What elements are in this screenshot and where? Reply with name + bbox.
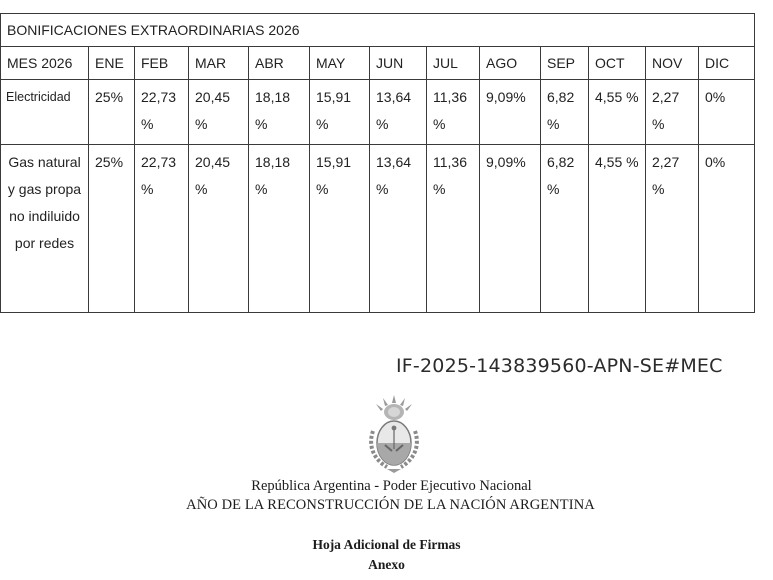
table-title: BONIFICACIONES EXTRAORDINARIAS 2026 [1, 14, 755, 47]
table-cell: 22,73 % [135, 80, 189, 145]
table-cell: 15,91 % [310, 80, 370, 145]
table-cell: 6,82 % [541, 80, 589, 145]
table-cell: 25% [89, 80, 135, 145]
bonificaciones-table [0, 13, 755, 313]
table-cell: 20,45 % [189, 80, 249, 145]
table-cell: 13,64 % [370, 145, 427, 313]
header-cell: ABR [249, 47, 310, 80]
table-cell: 11,36 % [427, 80, 480, 145]
table-row [1, 145, 755, 313]
header-cell: OCT [589, 47, 646, 80]
year-motto-line: AÑO DE LA RECONSTRUCCIÓN DE LA NACIÓN ARGENTINA [186, 497, 595, 513]
coat-of-arms-seal [365, 393, 423, 475]
table-cell: 18,18 % [249, 80, 310, 145]
table-cell: 2,27 % [646, 80, 699, 145]
signature-sheet-subtitle: Anexo [368, 557, 405, 572]
table-cell: 18,18 % [249, 145, 310, 313]
table-cell: 2,27 % [646, 145, 699, 313]
header-cell: JUL [427, 47, 480, 80]
header-cell: AGO [480, 47, 541, 80]
table-cell: 13,64 % [370, 80, 427, 145]
header-cell: JUN [370, 47, 427, 80]
table-cell: 15,91 % [310, 145, 370, 313]
header-cell: ENE [89, 47, 135, 80]
header-cell: FEB [135, 47, 189, 80]
table-cell: 4,55 % [589, 80, 646, 145]
document-id: IF-2025-143839560-APN-SE#MEC [396, 355, 723, 377]
signature-sheet-title: Hoja Adicional de Firmas [312, 537, 461, 552]
header-cell: MES 2026 [1, 47, 89, 80]
table-cell: 25% [89, 145, 135, 313]
table-cell: 0% [699, 145, 755, 313]
header-cell: SEP [541, 47, 589, 80]
table-cell: 4,55 % [589, 145, 646, 313]
table-cell: 0% [699, 80, 755, 145]
issuer-line: República Argentina - Poder Ejecutivo Nacional [251, 478, 532, 494]
table-cell: 9,09% [480, 145, 541, 313]
row-label: Gas natural y gas propano indiluido por redes [1, 145, 89, 313]
header-cell: MAY [310, 47, 370, 80]
table-cell: 9,09% [480, 80, 541, 145]
table-cell: 6,82 % [541, 145, 589, 313]
table-row [1, 80, 755, 145]
table-cell: 20,45 % [189, 145, 249, 313]
table-header-row [1, 47, 755, 80]
table-cell: 11,36 % [427, 145, 480, 313]
table-cell: 22,73 % [135, 145, 189, 313]
header-cell: MAR [189, 47, 249, 80]
header-cell: NOV [646, 47, 699, 80]
header-cell: DIC [699, 47, 755, 80]
row-label: Electricidad [1, 80, 89, 145]
